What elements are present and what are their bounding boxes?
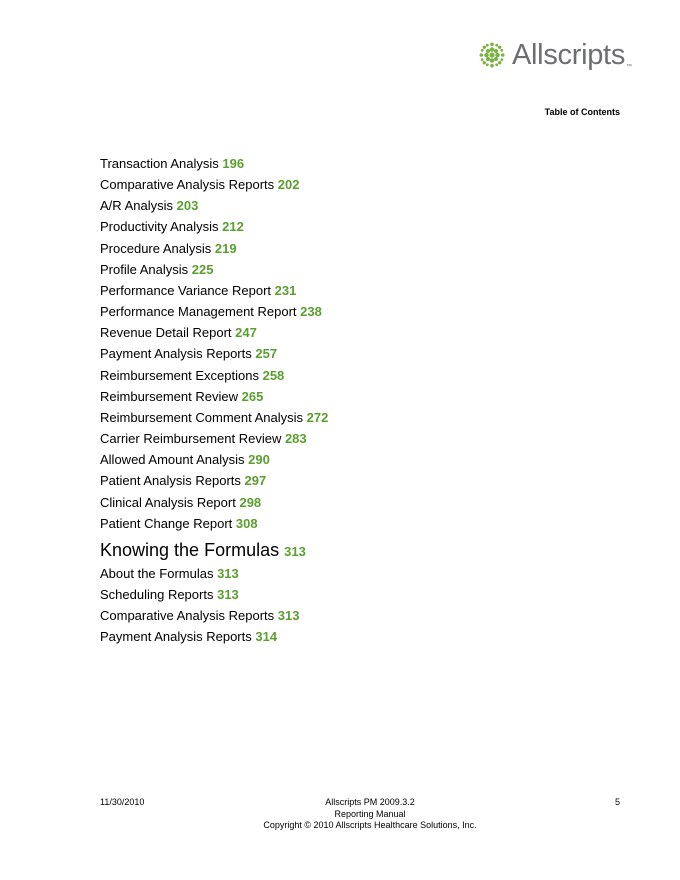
- toc-entry-page: 203: [176, 198, 199, 214]
- toc-entry[interactable]: [100, 174, 328, 195]
- toc-entry[interactable]: [100, 470, 328, 491]
- toc-section-heading[interactable]: [100, 539, 328, 563]
- toc-entry-page: 298: [239, 494, 262, 510]
- toc-entry-title: Carrier Reimbursement Review: [100, 431, 282, 447]
- toc-entry[interactable]: [100, 195, 328, 216]
- toc-entry-title: Allowed Amount Analysis: [100, 452, 245, 468]
- toc-entry-title: Patient Change Report: [100, 515, 233, 531]
- toc-entry[interactable]: [100, 386, 328, 407]
- footer-product: Allscripts PM 2009.3.2: [325, 797, 415, 807]
- logo-wordmark: Allscripts: [512, 38, 626, 71]
- toc-entry-page: 257: [255, 346, 278, 362]
- toc-entry-title: Procedure Analysis: [100, 240, 212, 256]
- toc-entry-title: Performance Variance Report: [100, 282, 272, 298]
- toc-entry-title: Performance Management Report: [100, 304, 297, 320]
- footer-date: 11/30/2010: [100, 797, 145, 807]
- toc-entry[interactable]: [100, 280, 328, 301]
- toc-entry[interactable]: [100, 343, 328, 364]
- toc-entry[interactable]: [100, 216, 328, 237]
- page-section-label: Table of Contents: [544, 107, 620, 117]
- toc-entry-title: Payment Analysis Reports: [100, 629, 252, 645]
- toc-entry-title: Patient Analysis Reports: [100, 473, 241, 489]
- toc-entry-title: Reimbursement Review: [100, 388, 238, 404]
- toc-entry[interactable]: [100, 449, 328, 470]
- toc-entry-page: 219: [214, 240, 237, 256]
- toc-entry-title: About the Formulas: [100, 565, 214, 581]
- toc-section-title: Knowing the Formulas: [100, 539, 280, 560]
- toc-entry[interactable]: [100, 259, 328, 280]
- toc-entry-page: 308: [235, 515, 258, 531]
- toc-entry-title: Payment Analysis Reports: [100, 346, 252, 362]
- footer-copyright: Copyright © 2010 Allscripts Healthcare Solutions, Inc.: [263, 820, 477, 830]
- toc-entry-title: Productivity Analysis: [100, 219, 219, 235]
- toc-entry-title: A/R Analysis: [100, 198, 173, 214]
- toc-section-page: 313: [284, 543, 306, 559]
- toc-entry[interactable]: [100, 513, 328, 534]
- toc-entry-list: [100, 153, 328, 534]
- toc-entry-page: 225: [191, 261, 214, 277]
- toc-entry-title: Reimbursement Comment Analysis: [100, 409, 304, 425]
- allscripts-logo: [478, 38, 632, 72]
- footer-manual: Reporting Manual: [334, 808, 406, 819]
- toc-entry[interactable]: [100, 563, 328, 584]
- toc-entry-page: 297: [244, 473, 267, 489]
- toc-section-entry-list: [100, 563, 328, 648]
- toc-entry-page: 238: [300, 304, 322, 320]
- logo-trademark: ™: [626, 64, 633, 70]
- toc-entry-page: 272: [306, 409, 329, 425]
- allscripts-logo-icon: [478, 41, 506, 69]
- toc-entry-page: 314: [255, 629, 278, 645]
- toc-entry[interactable]: [100, 492, 328, 513]
- toc-entry-page: 231: [274, 282, 297, 298]
- toc-entry[interactable]: [100, 322, 328, 343]
- toc-entry-title: Reimbursement Exceptions: [100, 367, 259, 383]
- table-of-contents: [100, 153, 328, 647]
- toc-entry-page: 212: [222, 219, 244, 235]
- footer-center-block: [0, 797, 680, 832]
- toc-entry-title: Clinical Analysis Report: [100, 494, 236, 510]
- toc-entry-page: 196: [222, 156, 245, 171]
- toc-entry-page: 283: [284, 431, 307, 447]
- toc-entry[interactable]: [100, 605, 328, 626]
- toc-entry-page: 313: [217, 565, 239, 581]
- toc-entry-title: Scheduling Reports: [100, 586, 214, 602]
- toc-entry-title: Comparative Analysis Reports: [100, 177, 275, 193]
- toc-entry-title: Revenue Detail Report: [100, 325, 232, 341]
- toc-entry[interactable]: [100, 626, 328, 647]
- toc-entry[interactable]: [100, 238, 328, 259]
- toc-entry[interactable]: [100, 301, 328, 322]
- toc-entry-page: 247: [235, 325, 257, 341]
- toc-entry-title: Comparative Analysis Reports: [100, 608, 275, 624]
- toc-entry-page: 313: [217, 586, 239, 602]
- toc-entry[interactable]: [100, 153, 328, 174]
- toc-entry-title: Transaction Analysis: [100, 156, 219, 171]
- toc-entry-page: 202: [277, 177, 300, 193]
- toc-entry[interactable]: [100, 407, 328, 428]
- toc-entry[interactable]: [100, 365, 328, 386]
- footer-page-number: 5: [614, 797, 620, 807]
- toc-entry[interactable]: [100, 428, 328, 449]
- toc-entry[interactable]: [100, 584, 328, 605]
- toc-entry-page: 290: [248, 452, 270, 468]
- toc-entry-page: 258: [262, 367, 285, 383]
- toc-entry-page: 265: [241, 388, 264, 404]
- toc-entry-page: 313: [277, 608, 300, 624]
- toc-entry-title: Profile Analysis: [100, 261, 189, 277]
